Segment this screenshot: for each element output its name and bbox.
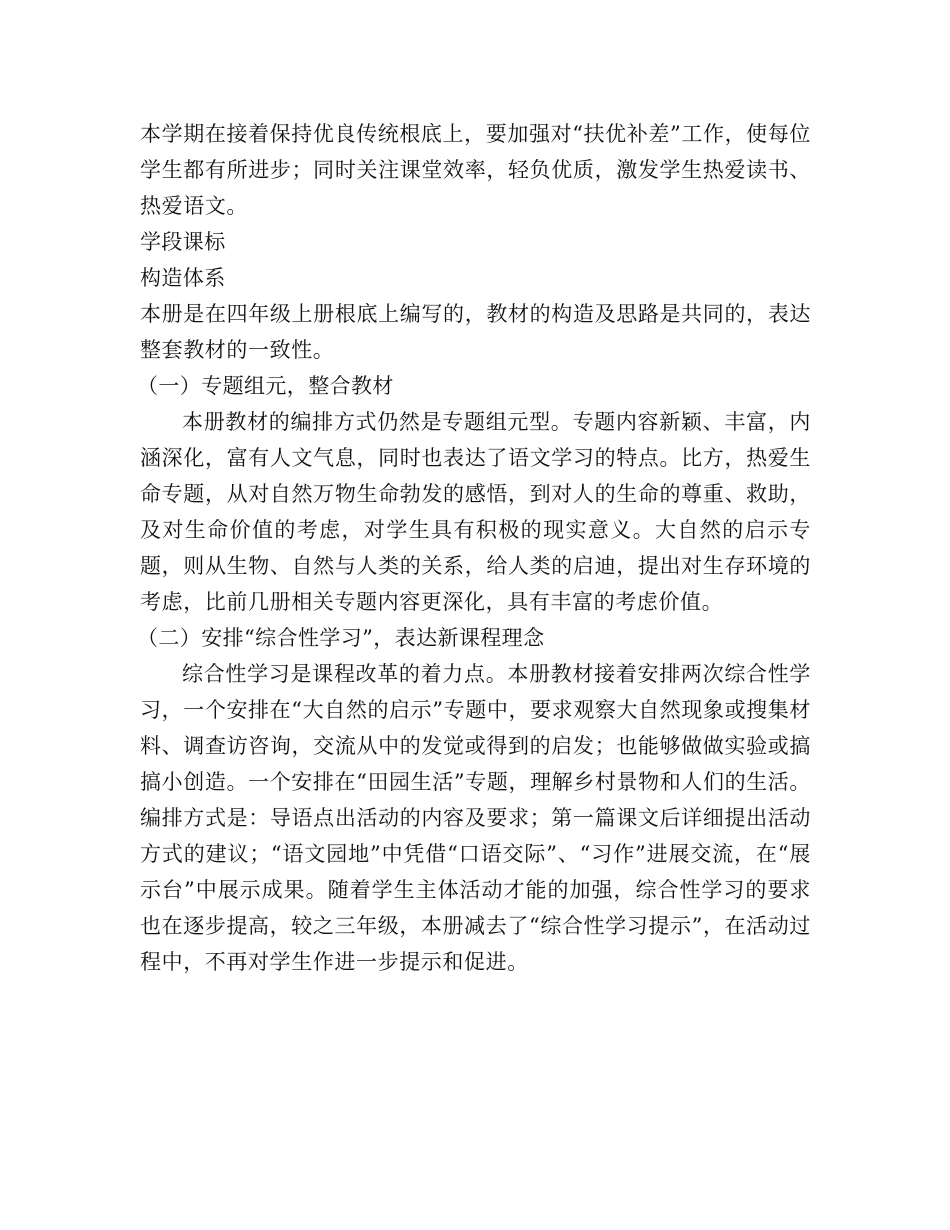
section-heading-curriculum-standard: 学段课标: [140, 230, 226, 254]
intro-paragraph: 本学期在接着保持优良传统根底上，要加强对“扶优补差”工作，使每位学生都有所进步；同时关注课堂效率，轻负优质，激发学生热爱读书、热爱语文。: [140, 122, 811, 218]
section-heading-structure: 构造体系: [140, 266, 226, 290]
structure-paragraph: 本册是在四年级上册根底上编写的，教材的构造及思路是共同的，表达整套教材的一致性。: [140, 302, 811, 362]
subheading-thematic-units: （一）专题组元，整合教材: [137, 374, 394, 398]
comprehensive-learning-paragraph: 综合性学习是课程改革的着力点。本册教材接着安排两次综合性学习，一个安排在“大自然的启示”专题中，要求观察大自然现象或搜集材料、调查访咨询，交流从中的发觉或得到的启发；也能够做做实验或搞搞小创造。一个安排在“田园生活”专题，理解乡村景物和人们的生活。编排方式是：导语点出活动的内容及要求；第一篇课文后详细提出活动方式的建议；“语文园地”中凭借“口语交际”、“习作”进展交流，在“展示台”中展示成果。随着学生主体活动才能的加强，综合性学习的要求也在逐步提高，较之三年级，本册减去了“综合性学习提示”，在活动过程中，不再对学生作进一步提示和促进。: [140, 662, 811, 974]
thematic-units-paragraph: 本册教材的编排方式仍然是专题组元型。专题内容新颖、丰富，内涵深化，富有人文气息，同时也表达了语文学习的特点。比方，热爱生命专题，从对自然万物生命勃发的感悟，到对人的生命的尊重、救助，及对生命价值的考虑，对学生具有积极的现实意义。大自然的启示专题，则从生物、自然与人类的关系，给人类的启迪，提出对生存环境的考虑，比前几册相关专题内容更深化，具有丰富的考虑价值。: [140, 410, 811, 614]
subheading-comprehensive-learning: （二）安排“综合性学习”，表达新课程理念: [137, 626, 545, 650]
document-body: [137, 116, 811, 980]
